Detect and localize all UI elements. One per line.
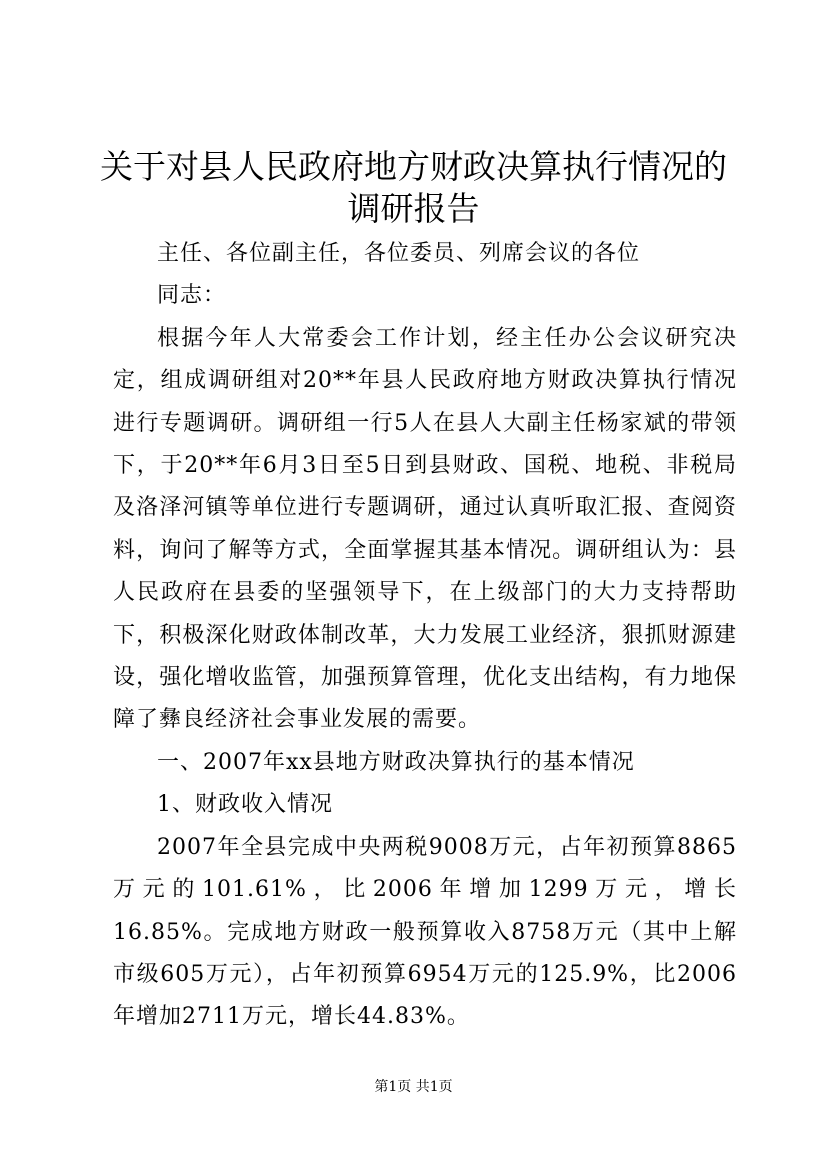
subsection-heading: 1、财政收入情况 — [157, 792, 333, 818]
page-footer: 第1页 共1页 — [374, 1079, 453, 1095]
document-title: 关于对县人民政府地方财政决算执行情况的调研报告 — [100, 147, 727, 228]
document-body — [113, 233, 737, 1039]
salutation-line: 主任、各位副主任，各位委员、列席会议的各位 — [157, 241, 641, 266]
salutation-continued: 同志： — [157, 283, 227, 309]
intro-paragraph: 根据今年人大常委会工作计划，经主任办公会议研究决定，组成调研组对20**年县人民政府地方财政决算执行情况进行专题调研。调研组一行5人在县人大副主任杨家斌的带领下，于20**年6月3日至5日到县财政、国税、地税、非税局及洛泽河镇等单位进行专题调研，通过认真听取汇报、查阅资料，询问了解等方式，全面掌握其基本情况。调研组认为：县人民政府在县委的坚强领导下，在上级部门的大力支持帮助下，积极深化财政体制改革，大力发展工业经济，狠抓财源建设，强化增收监管，加强预算管理，优化支出结构，有力地保障了彝良经济社会事业发展的需要。 — [113, 325, 737, 733]
section-heading: 一、2007年xx县地方财政决算执行的基本情况 — [157, 749, 635, 775]
revenue-paragraph: 2007年全县完成中央两税9008万元，占年初预算8865万元的101.61%，比2006年增加1299万元，增长16.85%。完成地方财政一般预算收入8758万元（其中上解市级605万元），占年初预算6954万元的125.9%，比2006年增加2711万元，增长44.83%。 — [113, 834, 737, 1030]
